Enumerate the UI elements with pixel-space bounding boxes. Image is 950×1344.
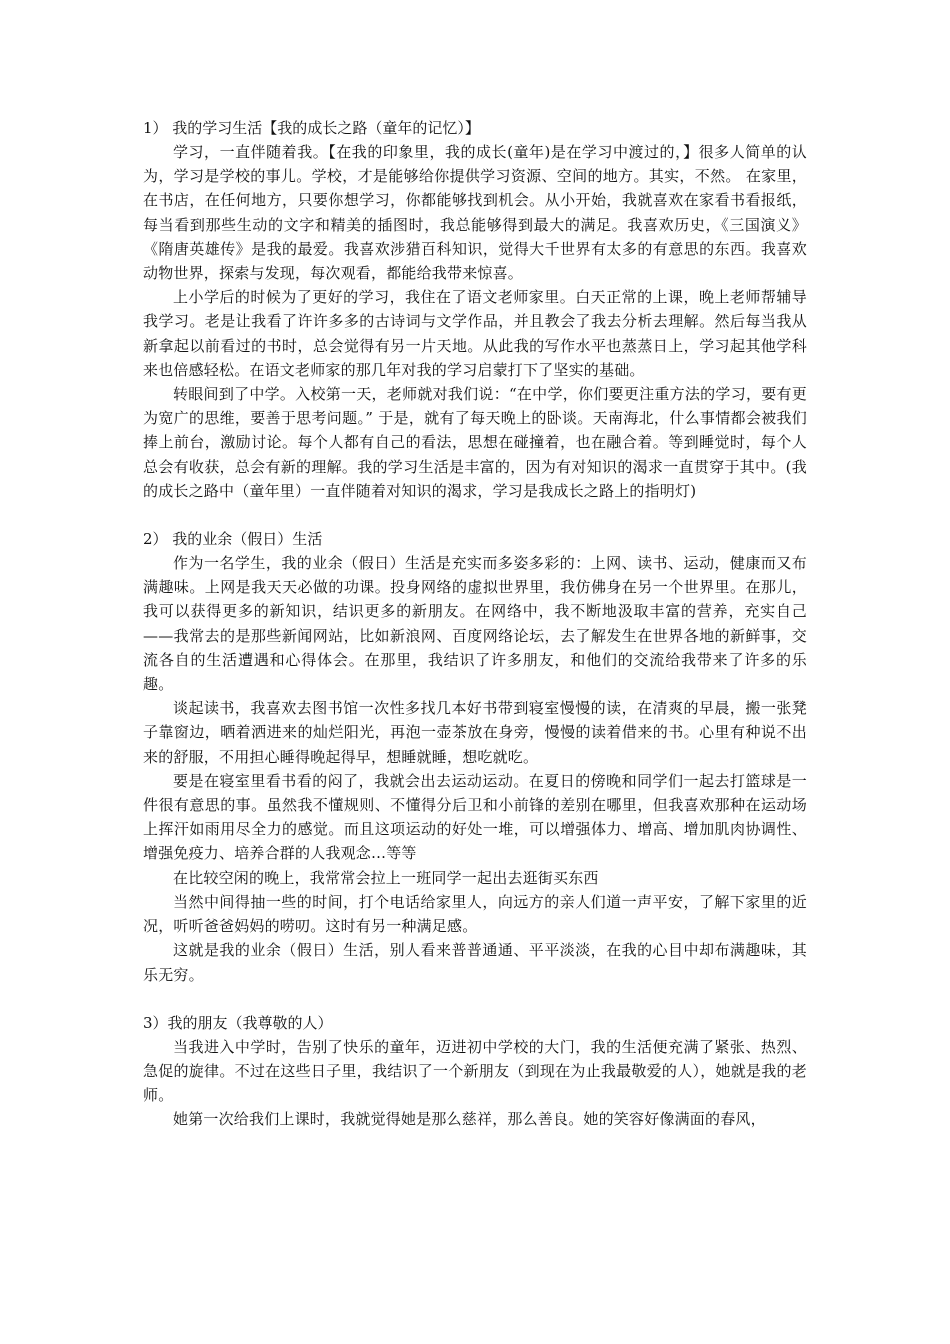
paragraph: 作为一名学生，我的业余（假日）生活是充实而多姿多彩的：上网、读书、运动，健康而又布满趣味。上网是我天天必做的功课。投身网络的虚拟世界里，我仿佛身在另一个世界里。在那儿，我可以获得更多的新知识，结识更多的新朋友。在网络中，我不断地汲取丰富的营养，充实自己——我常去的是那些新闻网站，比如新浪网、百度网络论坛，去了解发生在世界各地的新鲜事，交流各自的生活遭遇和心得体会。在那里，我结识了许多朋友，和他们的交流给我带来了许多的乐趣。 [143,554,807,694]
section-heading: 2） 我的业余（假日）生活 [143,530,323,549]
paragraph: 谈起读书，我喜欢去图书馆一次性多找几本好书带到寝室慢慢的读，在清爽的早晨，搬一张凳子靠窗边，晒着洒进来的灿烂阳光，再泡一壶茶放在身旁，慢慢的读着借来的书。心里有种说不出来的舒服，不用担心睡得晚起得早，想睡就睡，想吃就吃。 [143,699,807,766]
paragraph: 当我进入中学时，告别了快乐的童年，迈进初中学校的大门，我的生活便充满了紧张、热烈、急促的旋律。不过在这些日子里，我结识了一个新朋友（到现在为止我最敬爱的人），她就是我的老师。 [143,1037,807,1105]
paragraph: 这就是我的业余（假日）生活，别人看来普普通通、平平淡淡，在我的心目中却布满趣味，其乐无穷。 [143,941,807,984]
paragraph: 在比较空闲的晚上，我常常会拉上一班同学一起出去逛街买东西 [173,868,599,887]
paragraph: 学习，一直伴随着我。【在我的印象里，我的成长(童年)是在学习中渡过的，】很多人简单的认为，学习是学校的事儿。学校，才是能够给你提供学习资源、空间的地方。其实，不然。 在家里，在书店，在任何地方，只要你想学习，你都能够找到机会。从小开始，我就喜欢在家看书看报纸，每当看到那些生动的文字和精美的插图时，我总能够得到最大的满足。我喜欢历史，《三国演义》《隋唐英雄传》是我的最爱。我喜欢涉猎百科知识，觉得大千世界有太多的有意思的东西。我喜欢动物世界，探索与发现，每次观看，都能给我带来惊喜。 [143,143,807,283]
section-heading: 1） 我的学习生活【我的成长之路（童年的记忆）】 [143,119,480,137]
section-leisure-life [143,527,807,987]
paragraph: 她第一次给我们上课时，我就觉得她是那么慈祥，那么善良。她的笑容好像满面的春风， [173,1110,766,1129]
paragraph: 上小学后的时候为了更好的学习，我住在了语文老师家里。白天正常的上课，晚上老师帮辅导我学习。老是让我看了许许多多的古诗词与文学作品，并且教会了我去分析去理解。然后每当我从新拿起以前看过的书时，总会觉得有另一片天地。从此我的写作水平也蒸蒸日上，学习起其他学科来也倍感轻松。在语文老师家的那几年对我的学习启蒙打下了坚实的基础。 [143,288,807,379]
section-my-friend [143,1011,807,1132]
section-heading: 3）我的朋友（我尊敬的人） [143,1013,333,1032]
paragraph: 转眼间到了中学。入校第一天，老师就对我们说：“在中学，你们要更注重方法的学习，要有更为宽广的思维，要善于思考问题。” 于是，就有了每天晚上的卧谈。天南海北，什么事情都会被我们捧上前台，激励讨论。每个人都有自己的看法，思想在碰撞着，也在融合着。等到睡觉时，每个人总会有收获，总会有新的理解。我的学习生活是丰富的，因为有对知识的渴求一直贯穿于其中。(我的成长之路中（童年里）一直伴随着对知识的渴求，学习是我成长之路上的指明灯) [143,385,807,500]
section-study-life [143,116,807,503]
paragraph: 当然中间得抽一些的时间，打个电话给家里人，向远方的亲人们道一声平安，了解下家里的近况，听听爸爸妈妈的唠叨。这时有另一种满足感。 [143,892,807,936]
paragraph: 要是在寝室里看书看的闷了，我就会出去运动运动。在夏日的傍晚和同学们一起去打篮球是一件很有意思的事。虽然我不懂规则、不懂得分后卫和小前锋的差别在哪里，但我喜欢那种在运动场上挥汗如雨用尽全力的感觉。而且这项运动的好处一堆，可以增强体力、增高、增加肌肉协调性、增强免疫力、培养合群的人我观念…等等 [143,771,807,863]
document-page [143,116,807,1132]
